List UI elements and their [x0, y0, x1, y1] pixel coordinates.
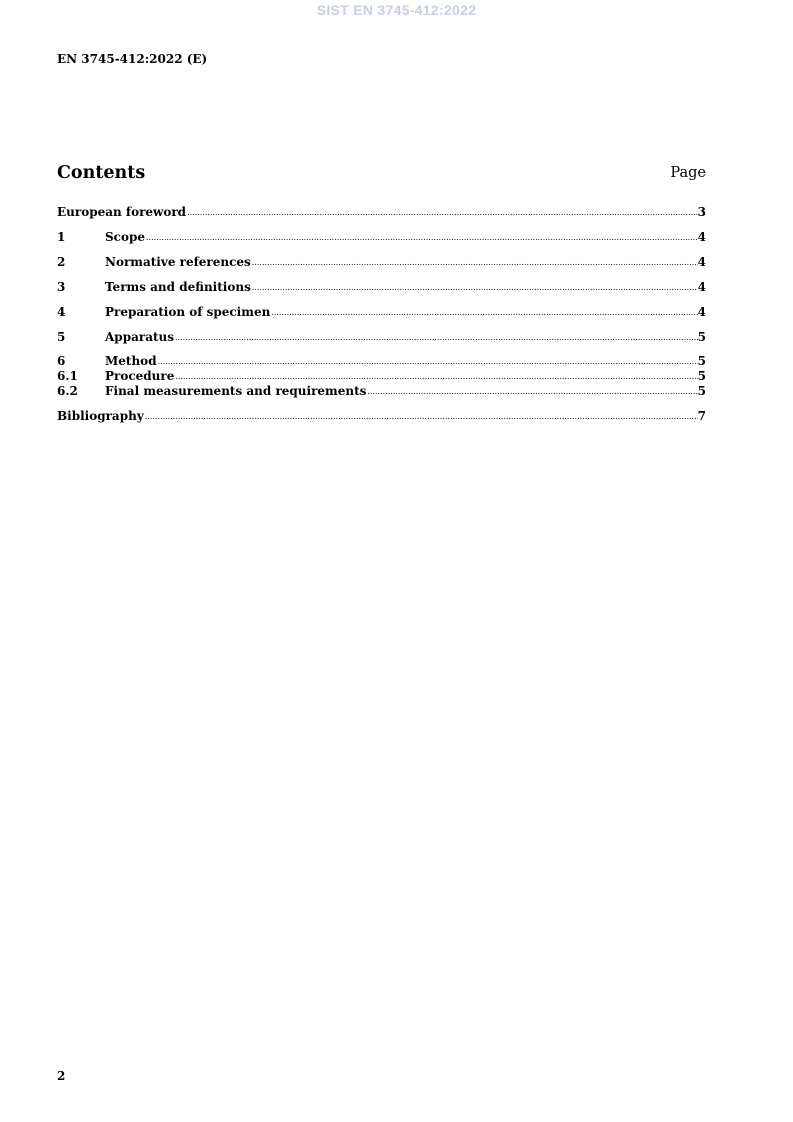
toc-entry-page: 4 [697, 280, 706, 294]
toc-entry-method[interactable] [57, 354, 706, 369]
toc-dot-leader [366, 384, 697, 399]
toc-entry-title: European foreword [57, 205, 187, 219]
toc-entry-preparation-of-specimen[interactable] [57, 304, 706, 320]
contents-header [57, 163, 706, 187]
toc-entry-number: 4 [57, 305, 66, 319]
table-of-contents [57, 204, 706, 433]
toc-entry-terms-and-definitions[interactable] [57, 279, 706, 295]
toc-dot-leader [145, 230, 698, 246]
contents-title: Contents [57, 163, 146, 183]
toc-entry-page: 5 [697, 354, 706, 368]
toc-entry-title: Final measurements and requirements [105, 384, 367, 398]
toc-entry-number: 6.1 [57, 369, 78, 383]
toc-entry-page: 5 [697, 330, 706, 344]
toc-entry-final-measurements[interactable] [57, 384, 706, 399]
toc-entry-page: 7 [697, 409, 706, 423]
toc-entry-page: 5 [697, 384, 706, 398]
toc-entry-number: 3 [57, 280, 66, 294]
toc-dot-leader [157, 354, 698, 369]
toc-entry-title: Scope [105, 230, 146, 244]
toc-entry-page: 4 [697, 255, 706, 269]
toc-entry-title: Preparation of specimen [105, 305, 271, 319]
toc-entry-number: 5 [57, 330, 66, 344]
page-number: 2 [57, 1069, 66, 1083]
toc-dot-leader [174, 369, 697, 384]
toc-entry-page: 3 [697, 205, 706, 219]
toc-entry-page: 5 [697, 369, 706, 383]
toc-dot-leader [174, 330, 698, 346]
toc-dot-leader [144, 409, 698, 425]
toc-entry-bibliography[interactable] [57, 408, 706, 424]
page-column-label: Page [670, 165, 706, 181]
toc-dot-leader [270, 305, 697, 321]
toc-dot-leader [186, 205, 698, 221]
toc-dot-leader [251, 255, 698, 271]
toc-entry-title: Procedure [105, 369, 175, 383]
toc-entry-title: Terms and definitions [105, 280, 251, 294]
toc-entry-title: Method [105, 354, 157, 368]
toc-entry-page: 4 [697, 230, 706, 244]
document-id-header: EN 3745-412:2022 (E) [57, 52, 208, 66]
toc-entry-title: Normative references [105, 255, 251, 269]
toc-entry-procedure[interactable] [57, 369, 706, 384]
toc-entry-number: 6 [57, 354, 66, 368]
toc-entry-scope[interactable] [57, 229, 706, 245]
toc-entry-number: 2 [57, 255, 66, 269]
watermark: SIST EN 3745-412:2022 [316, 2, 477, 18]
toc-entry-number: 1 [57, 230, 66, 244]
toc-entry-page: 4 [697, 305, 706, 319]
toc-entry-normative-references[interactable] [57, 254, 706, 270]
toc-entry-european-foreword[interactable] [57, 204, 706, 220]
toc-dot-leader [251, 280, 698, 296]
toc-entry-number: 6.2 [57, 384, 78, 398]
toc-entry-title: Apparatus [105, 330, 174, 344]
toc-entry-apparatus[interactable] [57, 329, 706, 345]
toc-entry-title: Bibliography [57, 409, 144, 423]
